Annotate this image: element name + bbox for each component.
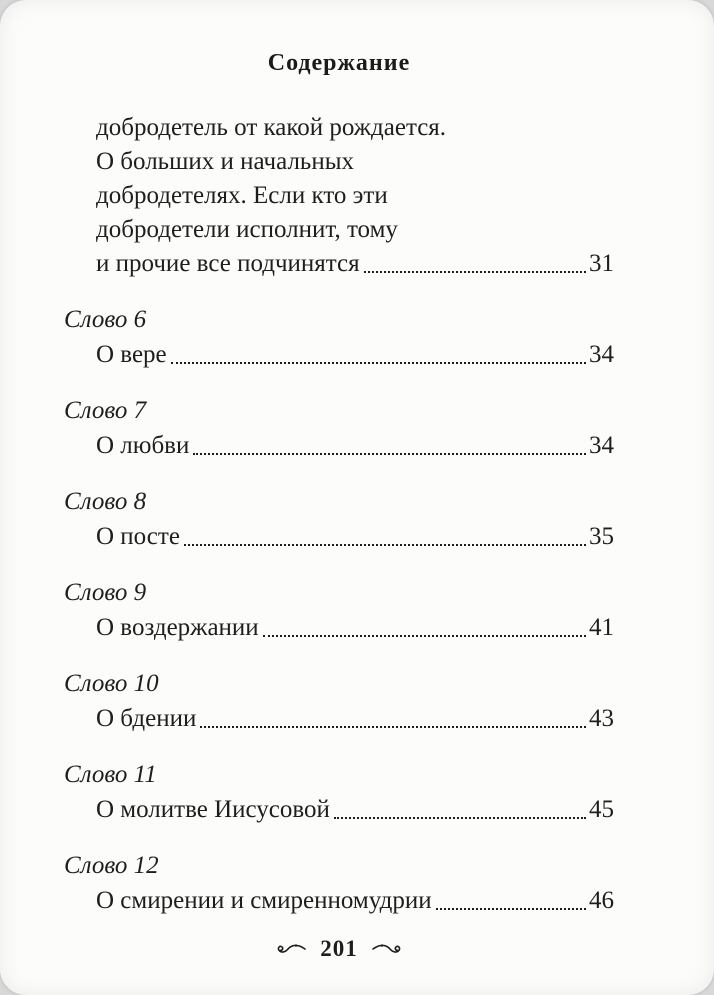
toc-entry-line bbox=[96, 611, 614, 645]
toc-entry-title: О воздержании bbox=[96, 614, 259, 641]
toc-entry-line bbox=[96, 884, 614, 918]
toc-entry-heading: Слово 8 bbox=[64, 488, 147, 515]
continuation-tail-line bbox=[96, 247, 614, 281]
toc-entry-title: О бдении bbox=[96, 705, 197, 732]
toc-entry-heading: Слово 7 bbox=[64, 397, 147, 424]
scroll-flourish-right-icon bbox=[372, 942, 406, 956]
toc-entry-heading: Слово 11 bbox=[64, 761, 157, 788]
dotted-leader bbox=[200, 726, 586, 728]
toc-page-number: 45 bbox=[589, 796, 614, 823]
continuation-line: добродетель от какой рождается. bbox=[96, 114, 447, 141]
page-title: Содержание bbox=[267, 50, 411, 76]
toc-entry-title: О смирении и смиренномудрии bbox=[96, 887, 432, 914]
folio-page-number: 201 bbox=[320, 936, 358, 961]
dotted-leader bbox=[263, 635, 586, 637]
dotted-leader bbox=[436, 908, 586, 910]
toc-entry bbox=[64, 667, 614, 736]
scroll-flourish-left-icon bbox=[272, 942, 306, 956]
toc-page-number: 35 bbox=[589, 523, 614, 550]
toc-entry bbox=[64, 576, 614, 645]
toc-entry-line bbox=[96, 702, 614, 736]
toc-entry-heading: Слово 10 bbox=[64, 670, 159, 697]
dotted-leader bbox=[334, 817, 586, 819]
dotted-leader bbox=[364, 271, 586, 273]
toc-page-number: 34 bbox=[589, 341, 614, 368]
continuation-tail-text: и прочие все подчинятся bbox=[96, 250, 360, 277]
toc-entry-title: О молитве Иисусовой bbox=[96, 796, 330, 823]
dotted-leader bbox=[193, 453, 586, 455]
dotted-leader bbox=[184, 544, 586, 546]
toc-entry-title: О посте bbox=[96, 523, 180, 550]
toc-entry-line bbox=[96, 793, 614, 827]
toc-entry-line bbox=[96, 338, 614, 372]
page-footer bbox=[64, 918, 614, 962]
toc-entry bbox=[64, 303, 614, 372]
toc-continuation-block bbox=[64, 111, 614, 281]
toc-entry bbox=[64, 758, 614, 827]
continuation-line: добродетелях. Если кто эти bbox=[96, 182, 388, 209]
toc-page-number: 34 bbox=[589, 432, 614, 459]
dotted-leader bbox=[171, 362, 586, 364]
toc-page-number: 43 bbox=[589, 705, 614, 732]
continuation-line: О больших и начальных bbox=[96, 148, 354, 175]
toc-page-number: 46 bbox=[589, 887, 614, 914]
continuation-line: добродетели исполнит, тому bbox=[96, 216, 398, 243]
toc-entry bbox=[64, 485, 614, 554]
toc-entry-title: О любви bbox=[96, 432, 190, 459]
toc-entry-line bbox=[96, 429, 614, 463]
toc-entry-heading: Слово 6 bbox=[64, 306, 147, 333]
toc-entry-title: О вере bbox=[96, 341, 167, 368]
toc-entry bbox=[64, 849, 614, 918]
toc-entry-heading: Слово 9 bbox=[64, 579, 147, 606]
toc-page-number: 31 bbox=[589, 250, 614, 277]
table-of-contents bbox=[64, 111, 614, 918]
toc-entry-line bbox=[96, 520, 614, 554]
toc-page-number: 41 bbox=[589, 614, 614, 641]
toc-entry bbox=[64, 394, 614, 463]
toc-entry-heading: Слово 12 bbox=[64, 852, 159, 879]
